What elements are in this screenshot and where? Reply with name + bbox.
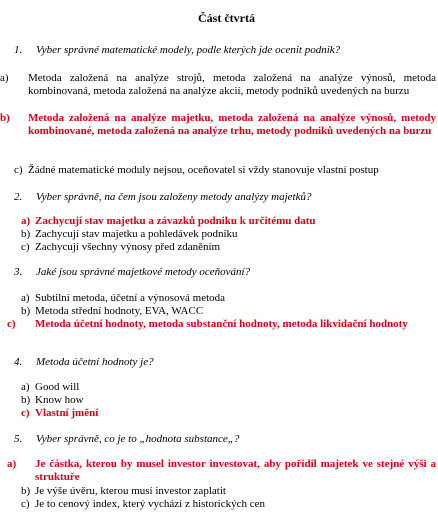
question-text: Vyber správné matematické modely, podle kterých jde ocenit podnik?: [36, 44, 341, 56]
option-text: Subtilní metoda, účetní a výnosová metoda: [35, 292, 226, 304]
question-number: 4.: [14, 356, 23, 368]
option-text: Vlastní jmění: [35, 407, 99, 419]
option-text: Je výše úvěru, kterou musí investor zaplatit: [35, 485, 226, 497]
option-letter: b): [21, 228, 31, 240]
option-text: Je to cenový index, který vychází z historických cen: [35, 498, 266, 510]
option-text: Žádné matematické moduly nejsou, oceňovatel si vždy stanovuje vlastní postup: [28, 164, 379, 176]
question-text: Jaké jsou správné majetkové metody oceňování?: [36, 266, 251, 278]
q3-option-c: [7, 318, 436, 331]
option-text: Zachycují stav majetku a pohledávek podniku: [35, 228, 238, 240]
question-number: 5.: [14, 433, 23, 445]
q4-option-b: [21, 394, 421, 407]
option-letter: a): [21, 215, 31, 227]
question-text: Metoda účetní hodnoty je?: [36, 356, 154, 368]
q1-option-b: [0, 112, 436, 138]
question-5: [14, 433, 424, 446]
q1-option-c: [14, 164, 434, 177]
option-text: Know how: [35, 394, 84, 406]
q1-option-a: [0, 72, 436, 98]
option-text: Metoda založená na analýze majetku, metoda založená na analýze výnosů, metody kombinované, metoda založená na analýze trhu, metody podniků uvedených na burzu: [28, 112, 436, 137]
q2-option-a: [21, 215, 421, 228]
q3-option-a: [21, 292, 421, 305]
option-text: Metoda střední hodnoty, EVA, WACC: [35, 305, 204, 317]
question-number: 3.: [14, 266, 23, 278]
q4-option-a: [21, 381, 421, 394]
option-text: Zachycují stav majetku a závazků podniku k určitému datu: [35, 215, 316, 227]
q2-option-b: [21, 228, 421, 241]
question-3: [14, 266, 424, 279]
option-letter: b): [0, 112, 10, 124]
question-number: 2.: [14, 191, 23, 203]
question-text: Vyber správně, co je to „hodnota substance„?: [36, 433, 240, 445]
option-text: Zachycují všechny výnosy před zdaněním: [35, 241, 221, 253]
option-letter: b): [21, 394, 31, 406]
option-letter: b): [21, 305, 31, 317]
option-letter: a): [21, 381, 30, 393]
question-4: [14, 356, 424, 369]
option-letter: a): [0, 72, 9, 84]
option-text: Je částka, kterou by musel investor investovat, aby pořídil majetek ve stejné výši a struktuře: [35, 458, 436, 483]
page-title: Část čtvrtá: [198, 11, 255, 25]
option-text: Good will: [35, 381, 80, 393]
question-2: [14, 191, 424, 204]
q5-option-a: [7, 458, 436, 484]
question-1: [14, 44, 424, 57]
q5-option-b: [21, 485, 421, 498]
option-letter: c): [7, 318, 16, 330]
question-text: Vyber správně, na čem jsou založeny metody analýzy majetků?: [36, 191, 312, 203]
option-text: Metoda účetní hodnoty, metoda substanční hodnoty, metoda likvidační hodnoty: [35, 318, 408, 330]
q4-option-c: [21, 407, 421, 420]
q5-option-c: [21, 498, 421, 511]
q3-option-b: [21, 305, 421, 318]
q2-option-c: [21, 241, 421, 254]
option-letter: a): [21, 292, 30, 304]
option-letter: c): [21, 241, 30, 253]
option-letter: c): [21, 498, 30, 510]
option-letter: b): [21, 485, 31, 497]
option-letter: c): [21, 407, 30, 419]
option-letter: a): [7, 458, 17, 470]
option-letter: c): [14, 164, 23, 176]
option-text: Metoda založená na analýze strojů, metoda založená na analýze výnosů, metoda kombinovaná, metoda založená na analýze akcií, metody podniků uvedených na burzu: [28, 72, 436, 97]
question-number: 1.: [14, 44, 23, 56]
